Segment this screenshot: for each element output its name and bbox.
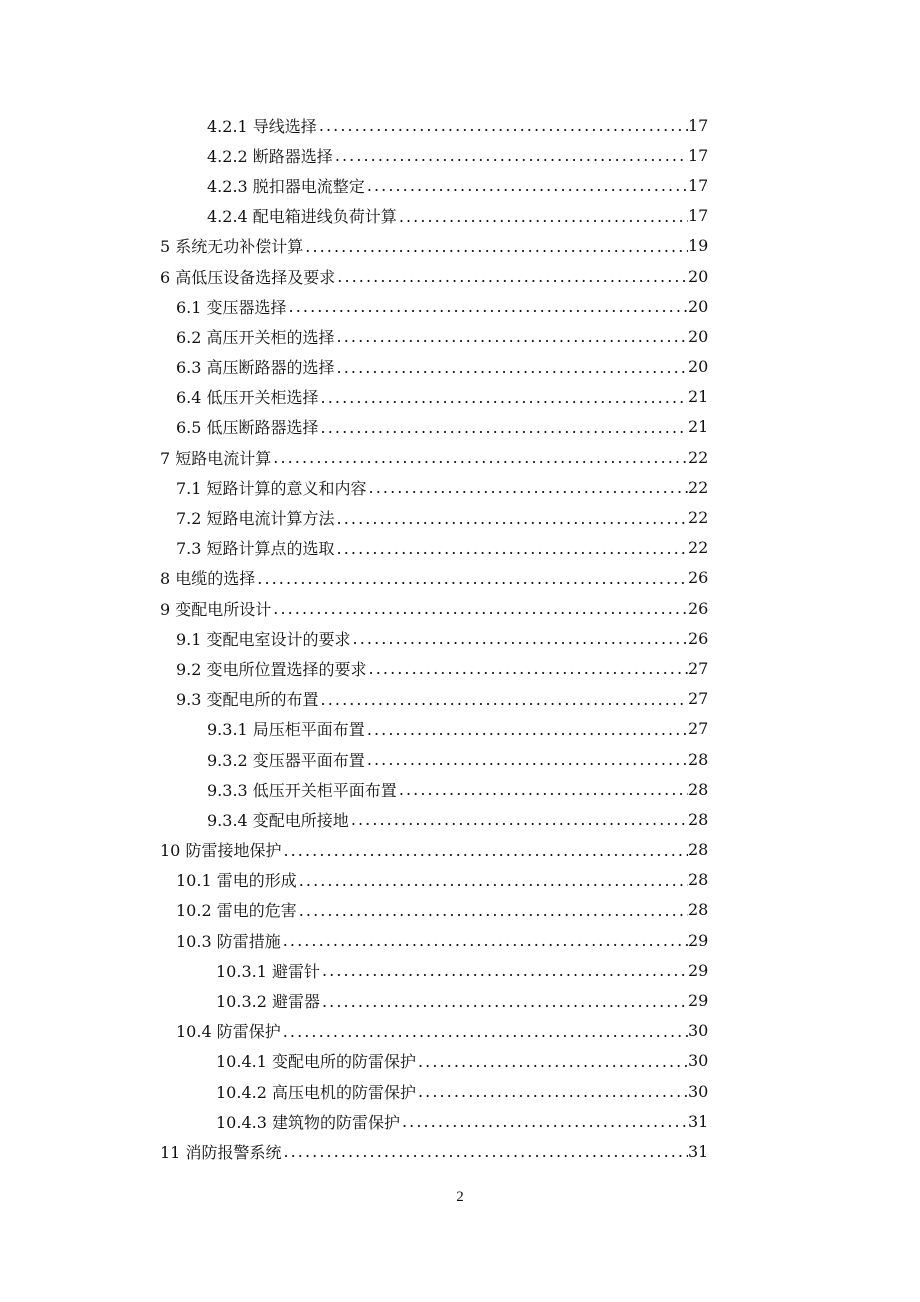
toc-entry[interactable] (176, 291, 708, 321)
toc-entry-title: 10.3 防雷措施 (176, 931, 281, 951)
toc-entry-page: 28 (688, 870, 709, 890)
dot-leader (418, 1052, 688, 1072)
toc-entry[interactable] (207, 110, 708, 140)
toc-entry-page: 20 (688, 266, 709, 286)
toc-entry-page: 17 (688, 145, 709, 165)
toc-entry-page: 22 (688, 538, 709, 558)
toc-entry-page: 30 (688, 1021, 709, 1041)
toc-entry[interactable] (207, 804, 708, 834)
toc-entry[interactable] (176, 382, 708, 412)
toc-entry-title: 9.1 变配电室设计的要求 (176, 629, 351, 649)
toc-entry-page: 27 (688, 719, 709, 739)
toc-entry-page: 20 (688, 296, 709, 316)
toc-entry-page: 29 (688, 930, 709, 950)
toc-entry-title: 9.3.4 变配电所接地 (207, 810, 349, 830)
toc-entry[interactable] (176, 684, 708, 714)
toc-entry[interactable] (176, 412, 708, 442)
dot-leader (337, 267, 688, 287)
dot-leader (399, 780, 688, 800)
toc-entry[interactable] (176, 321, 708, 351)
toc-entry-page: 17 (688, 175, 709, 195)
toc-entry[interactable] (207, 170, 708, 200)
toc-entry-title: 4.2.3 脱扣器电流整定 (207, 176, 365, 196)
dot-leader (283, 1142, 688, 1162)
toc-entry[interactable] (160, 593, 708, 623)
dot-leader (321, 388, 688, 408)
toc-entry-title: 6.3 高压断路器的选择 (176, 358, 335, 378)
toc-entry-title: 5 系统无功补偿计算 (160, 237, 304, 257)
dot-leader (322, 992, 688, 1012)
toc-entry-title: 7.2 短路电流计算方法 (176, 509, 335, 529)
dot-leader (289, 297, 688, 317)
toc-entry-title: 8 电缆的选择 (160, 569, 256, 589)
toc-entry-page: 31 (688, 1141, 709, 1161)
toc-entry-title: 7.1 短路计算的意义和内容 (176, 478, 367, 498)
toc-entry[interactable] (160, 1136, 708, 1166)
toc-entry-title: 7 短路电流计算 (160, 448, 272, 468)
toc-entry-page: 28 (688, 809, 709, 829)
toc-entry-title: 6.1 变压器选择 (176, 297, 287, 317)
toc-entry[interactable] (176, 502, 708, 532)
toc-entry[interactable] (160, 231, 708, 261)
toc-entry-title: 10.4.3 建筑物的防雷保护 (216, 1112, 400, 1132)
toc-entry-page: 20 (688, 357, 709, 377)
toc-entry[interactable] (176, 533, 708, 563)
toc-entry[interactable] (176, 653, 708, 683)
toc-entry-title: 9 变配电所设计 (160, 599, 272, 619)
dot-leader (399, 207, 688, 227)
table-of-contents (0, 110, 920, 1167)
toc-entry[interactable] (176, 352, 708, 382)
toc-entry-page: 26 (688, 598, 709, 618)
toc-entry[interactable] (176, 865, 708, 895)
dot-leader (299, 901, 688, 921)
dot-leader (369, 659, 688, 679)
toc-entry[interactable] (176, 472, 708, 502)
toc-entry[interactable] (176, 925, 708, 955)
toc-entry-title: 6 高低压设备选择及要求 (160, 267, 336, 287)
toc-entry-title: 10.4.2 高压电机的防雷保护 (216, 1082, 416, 1102)
toc-entry-title: 10.3.1 避雷针 (216, 961, 320, 981)
toc-entry-title: 4.2.1 导线选择 (207, 116, 317, 136)
toc-entry-page: 17 (688, 206, 709, 226)
dot-leader (402, 1112, 688, 1132)
dot-leader (322, 961, 688, 981)
toc-entry-title: 4.2.4 配电箱进线负荷计算 (207, 207, 397, 227)
toc-entry[interactable] (176, 623, 708, 653)
toc-entry-page: 28 (688, 840, 709, 860)
toc-entry-page: 26 (688, 628, 709, 648)
page-number: 2 (456, 1189, 464, 1205)
toc-entry-page: 28 (688, 779, 709, 799)
dot-leader (353, 629, 688, 649)
dot-leader (418, 1082, 688, 1102)
toc-entry-page: 28 (688, 900, 709, 920)
toc-entry-page: 20 (688, 326, 709, 346)
dot-leader (321, 418, 688, 438)
dot-leader (283, 931, 688, 951)
toc-entry[interactable] (216, 985, 708, 1015)
toc-entry[interactable] (216, 1046, 708, 1076)
toc-entry-page: 29 (688, 991, 709, 1011)
toc-entry-title: 10.2 雷电的危害 (176, 901, 297, 921)
toc-entry[interactable] (216, 955, 708, 985)
dot-leader (257, 569, 688, 589)
toc-entry[interactable] (207, 744, 708, 774)
dot-leader (273, 599, 688, 619)
dot-leader (273, 448, 688, 468)
dot-leader (367, 720, 688, 740)
toc-entry[interactable] (176, 1016, 708, 1046)
dot-leader (367, 176, 688, 196)
toc-entry-page: 19 (688, 236, 709, 256)
toc-entry-page: 27 (688, 689, 709, 709)
toc-entry-page: 17 (688, 115, 709, 135)
toc-entry-page: 29 (688, 960, 709, 980)
toc-entry[interactable] (207, 140, 708, 170)
toc-entry[interactable] (160, 563, 708, 593)
toc-entry[interactable] (160, 835, 708, 865)
toc-entry[interactable] (160, 261, 708, 291)
toc-entry-title: 11 消防报警系统 (160, 1142, 282, 1162)
toc-entry[interactable] (160, 442, 708, 472)
toc-entry-page: 26 (688, 568, 709, 588)
toc-entry-page: 30 (688, 1081, 709, 1101)
toc-entry-page: 22 (688, 508, 709, 528)
dot-leader (369, 478, 688, 498)
toc-entry[interactable] (216, 1106, 708, 1136)
toc-entry-page: 22 (688, 447, 709, 467)
toc-entry-page: 21 (688, 417, 709, 437)
dot-leader (305, 237, 688, 257)
toc-entry[interactable] (207, 774, 708, 804)
toc-entry[interactable] (216, 1076, 708, 1106)
toc-entry-title: 10 防雷接地保护 (160, 841, 282, 861)
toc-entry-page: 28 (688, 749, 709, 769)
dot-leader (337, 327, 688, 347)
toc-entry-title: 9.3.1 局压柜平面布置 (207, 720, 365, 740)
dot-leader (283, 1022, 688, 1042)
toc-entry-page: 22 (688, 477, 709, 497)
dot-leader (321, 690, 688, 710)
toc-entry[interactable] (207, 201, 708, 231)
dot-leader (337, 509, 688, 529)
toc-entry[interactable] (207, 714, 708, 744)
toc-entry-title: 6.2 高压开关柜的选择 (176, 327, 335, 347)
dot-leader (367, 750, 688, 770)
toc-entry-title: 10.4.1 变配电所的防雷保护 (216, 1052, 416, 1072)
toc-entry-page: 30 (688, 1051, 709, 1071)
dot-leader (283, 841, 688, 861)
toc-entry-title: 6.5 低压断路器选择 (176, 418, 319, 438)
toc-entry-page: 27 (688, 658, 709, 678)
toc-entry-title: 6.4 低压开关柜选择 (176, 388, 319, 408)
toc-entry-page: 31 (688, 1111, 709, 1131)
toc-entry-page: 21 (688, 387, 709, 407)
toc-entry-title: 10.4 防雷保护 (176, 1022, 281, 1042)
toc-entry-title: 9.3.2 变压器平面布置 (207, 750, 365, 770)
toc-entry[interactable] (176, 895, 708, 925)
toc-entry-title: 7.3 短路计算点的选取 (176, 539, 335, 559)
toc-entry-title: 10.3.2 避雷器 (216, 992, 320, 1012)
toc-entry-title: 4.2.2 断路器选择 (207, 146, 333, 166)
toc-entry-title: 9.3 变配电所的布置 (176, 690, 319, 710)
toc-entry-title: 9.2 变电所位置选择的要求 (176, 659, 367, 679)
dot-leader (337, 539, 688, 559)
dot-leader (299, 871, 688, 891)
dot-leader (319, 116, 688, 136)
toc-entry-title: 10.1 雷电的形成 (176, 871, 297, 891)
dot-leader (335, 146, 688, 166)
dot-leader (351, 810, 688, 830)
toc-entry-title: 9.3.3 低压开关柜平面布置 (207, 780, 397, 800)
dot-leader (337, 358, 688, 378)
